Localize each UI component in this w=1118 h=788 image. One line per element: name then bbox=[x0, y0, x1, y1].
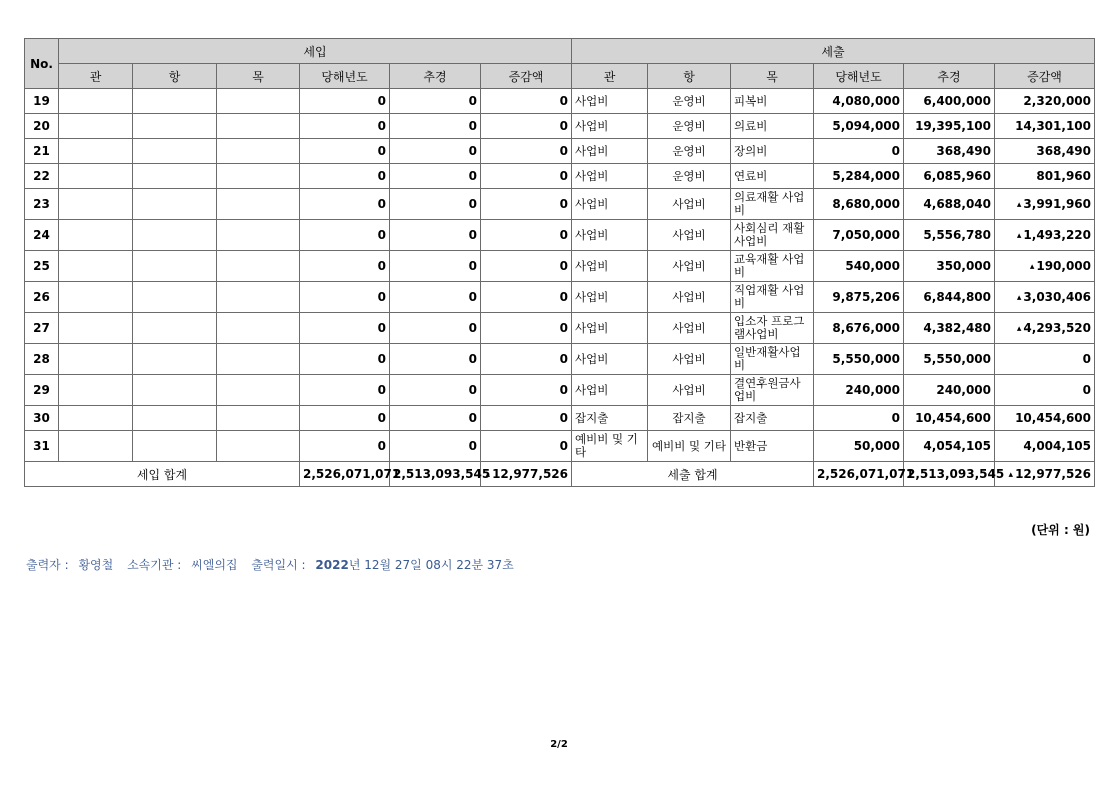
expense-current: 5,284,000 bbox=[814, 164, 904, 189]
row-number: 27 bbox=[25, 313, 59, 344]
expense-hang: 사업비 bbox=[648, 375, 731, 406]
income-mok bbox=[217, 313, 300, 344]
expense-current: 0 bbox=[814, 139, 904, 164]
income-hang bbox=[133, 406, 217, 431]
table-row bbox=[25, 344, 1095, 375]
change-value: 10,454,600 bbox=[1015, 411, 1091, 425]
decrease-marker: ▴ 12,977,526 bbox=[1009, 467, 1091, 481]
income-change: 0 bbox=[481, 189, 572, 220]
expense-hang: 운영비 bbox=[648, 89, 731, 114]
expense-hang: 잡지출 bbox=[648, 406, 731, 431]
header-income-gwan: 관 bbox=[59, 64, 133, 89]
expense-hang: 운영비 bbox=[648, 114, 731, 139]
expense-mok: 입소자 프로그램사업비 bbox=[731, 313, 814, 344]
expense-change bbox=[995, 251, 1095, 282]
expense-change bbox=[995, 344, 1095, 375]
expense-hang: 사업비 bbox=[648, 189, 731, 220]
income-supplementary: 0 bbox=[390, 189, 481, 220]
expense-supplementary: 4,688,040 bbox=[904, 189, 995, 220]
expense-mok: 결연후원금사업비 bbox=[731, 375, 814, 406]
income-change: 0 bbox=[481, 220, 572, 251]
print-year: 2022 bbox=[315, 558, 349, 572]
expense-current: 240,000 bbox=[814, 375, 904, 406]
change-value: 801,960 bbox=[1036, 169, 1091, 183]
header-expense-hang: 항 bbox=[648, 64, 731, 89]
expense-current: 8,676,000 bbox=[814, 313, 904, 344]
change-value: 2,320,000 bbox=[1023, 94, 1091, 108]
expense-change bbox=[995, 89, 1095, 114]
decrease-marker: ▴ 3,030,406 bbox=[1017, 290, 1091, 304]
expense-total-change bbox=[995, 462, 1095, 487]
expense-change bbox=[995, 220, 1095, 251]
expense-hang: 운영비 bbox=[648, 164, 731, 189]
table-row bbox=[25, 164, 1095, 189]
income-mok bbox=[217, 431, 300, 462]
expense-hang: 사업비 bbox=[648, 251, 731, 282]
expense-current: 8,680,000 bbox=[814, 189, 904, 220]
table-row bbox=[25, 251, 1095, 282]
expense-supplementary: 19,395,100 bbox=[904, 114, 995, 139]
expense-change bbox=[995, 164, 1095, 189]
expense-gwan: 사업비 bbox=[572, 189, 648, 220]
income-current: 0 bbox=[300, 375, 390, 406]
expense-gwan: 사업비 bbox=[572, 139, 648, 164]
income-supplementary: 0 bbox=[390, 406, 481, 431]
income-supplementary: 0 bbox=[390, 313, 481, 344]
printer-label: 출력자 : bbox=[26, 558, 69, 572]
income-gwan bbox=[59, 313, 133, 344]
expense-mok: 교육재활 사업비 bbox=[731, 251, 814, 282]
income-mok bbox=[217, 139, 300, 164]
expense-change bbox=[995, 282, 1095, 313]
income-current: 0 bbox=[300, 139, 390, 164]
income-hang bbox=[133, 282, 217, 313]
row-number: 24 bbox=[25, 220, 59, 251]
expense-gwan: 사업비 bbox=[572, 313, 648, 344]
header-income-change: 증감액 bbox=[481, 64, 572, 89]
row-number: 25 bbox=[25, 251, 59, 282]
expense-total-supplementary: 2,513,093,545 bbox=[904, 462, 995, 487]
income-change: 0 bbox=[481, 313, 572, 344]
print-time: 년 12월 27일 08시 22분 37초 bbox=[348, 558, 514, 572]
expense-hang: 사업비 bbox=[648, 282, 731, 313]
expense-mok: 연료비 bbox=[731, 164, 814, 189]
header-income-mok: 목 bbox=[217, 64, 300, 89]
decrease-marker: ▴ 190,000 bbox=[1030, 259, 1091, 273]
expense-hang: 사업비 bbox=[648, 344, 731, 375]
expense-current: 50,000 bbox=[814, 431, 904, 462]
change-value: 14,301,100 bbox=[1015, 119, 1091, 133]
income-supplementary: 0 bbox=[390, 139, 481, 164]
expense-supplementary: 6,400,000 bbox=[904, 89, 995, 114]
income-current: 0 bbox=[300, 431, 390, 462]
income-gwan bbox=[59, 189, 133, 220]
income-supplementary: 0 bbox=[390, 344, 481, 375]
income-hang bbox=[133, 89, 217, 114]
org-label: 소속기관 : bbox=[127, 558, 182, 572]
expense-supplementary: 10,454,600 bbox=[904, 406, 995, 431]
expense-change bbox=[995, 114, 1095, 139]
income-gwan bbox=[59, 406, 133, 431]
row-number: 28 bbox=[25, 344, 59, 375]
income-change: 0 bbox=[481, 282, 572, 313]
header-expense-supplementary: 추경 bbox=[904, 64, 995, 89]
expense-change bbox=[995, 375, 1095, 406]
expense-gwan: 사업비 bbox=[572, 282, 648, 313]
income-change: 0 bbox=[481, 431, 572, 462]
decrease-marker: ▴ 4,293,520 bbox=[1017, 321, 1091, 335]
income-current: 0 bbox=[300, 282, 390, 313]
income-mok bbox=[217, 189, 300, 220]
expense-gwan: 사업비 bbox=[572, 251, 648, 282]
header-expense: 세출 bbox=[572, 39, 1095, 64]
change-value: 0 bbox=[1082, 352, 1091, 366]
income-gwan bbox=[59, 251, 133, 282]
income-mok bbox=[217, 89, 300, 114]
income-hang bbox=[133, 220, 217, 251]
unit-label: (단위 : 원) bbox=[1031, 523, 1090, 537]
income-change: 0 bbox=[481, 406, 572, 431]
decrease-marker: ▴ 1,493,220 bbox=[1017, 228, 1091, 242]
header-income-current: 당해년도 bbox=[300, 64, 390, 89]
row-number: 19 bbox=[25, 89, 59, 114]
income-gwan bbox=[59, 114, 133, 139]
expense-mok: 피복비 bbox=[731, 89, 814, 114]
expense-mok: 잡지출 bbox=[731, 406, 814, 431]
total-row bbox=[25, 462, 1095, 487]
expense-mok: 의료재활 사업비 bbox=[731, 189, 814, 220]
income-hang bbox=[133, 114, 217, 139]
income-current: 0 bbox=[300, 164, 390, 189]
income-supplementary: 0 bbox=[390, 220, 481, 251]
income-current: 0 bbox=[300, 251, 390, 282]
expense-supplementary: 350,000 bbox=[904, 251, 995, 282]
expense-change bbox=[995, 139, 1095, 164]
income-hang bbox=[133, 375, 217, 406]
expense-gwan: 사업비 bbox=[572, 220, 648, 251]
expense-total-current: 2,526,071,071 bbox=[814, 462, 904, 487]
income-mok bbox=[217, 344, 300, 375]
income-total-label: 세입 합계 bbox=[25, 462, 300, 487]
income-hang bbox=[133, 313, 217, 344]
income-mok bbox=[217, 406, 300, 431]
row-number: 22 bbox=[25, 164, 59, 189]
income-change: 0 bbox=[481, 164, 572, 189]
table-row bbox=[25, 139, 1095, 164]
expense-gwan: 잡지출 bbox=[572, 406, 648, 431]
expense-current: 4,080,000 bbox=[814, 89, 904, 114]
income-current: 0 bbox=[300, 220, 390, 251]
expense-supplementary: 240,000 bbox=[904, 375, 995, 406]
expense-hang: 사업비 bbox=[648, 220, 731, 251]
income-hang bbox=[133, 189, 217, 220]
income-gwan bbox=[59, 139, 133, 164]
expense-supplementary: 6,844,800 bbox=[904, 282, 995, 313]
expense-supplementary: 5,556,780 bbox=[904, 220, 995, 251]
expense-supplementary: 4,382,480 bbox=[904, 313, 995, 344]
expense-supplementary: 368,490 bbox=[904, 139, 995, 164]
row-number: 20 bbox=[25, 114, 59, 139]
income-mok bbox=[217, 251, 300, 282]
income-current: 0 bbox=[300, 406, 390, 431]
income-gwan bbox=[59, 220, 133, 251]
income-gwan bbox=[59, 89, 133, 114]
table-row bbox=[25, 282, 1095, 313]
expense-gwan: 사업비 bbox=[572, 89, 648, 114]
expense-mok: 반환금 bbox=[731, 431, 814, 462]
table-row bbox=[25, 114, 1095, 139]
header-expense-gwan: 관 bbox=[572, 64, 648, 89]
header-income-supplementary: 추경 bbox=[390, 64, 481, 89]
expense-mok: 일반재활사업비 bbox=[731, 344, 814, 375]
table-row bbox=[25, 220, 1095, 251]
income-current: 0 bbox=[300, 189, 390, 220]
header-expense-current: 당해년도 bbox=[814, 64, 904, 89]
income-total-supplementary: 2,513,093,545 bbox=[390, 462, 481, 487]
income-total-change bbox=[481, 462, 572, 487]
header-expense-change: 증감액 bbox=[995, 64, 1095, 89]
income-hang bbox=[133, 431, 217, 462]
income-gwan bbox=[59, 282, 133, 313]
income-current: 0 bbox=[300, 313, 390, 344]
table-row bbox=[25, 406, 1095, 431]
income-total-current: 2,526,071,071 bbox=[300, 462, 390, 487]
expense-change bbox=[995, 313, 1095, 344]
expense-supplementary: 4,054,105 bbox=[904, 431, 995, 462]
income-current: 0 bbox=[300, 114, 390, 139]
change-value: 368,490 bbox=[1036, 144, 1091, 158]
income-supplementary: 0 bbox=[390, 164, 481, 189]
change-value: 4,004,105 bbox=[1023, 439, 1091, 453]
expense-gwan: 예비비 및 기타 bbox=[572, 431, 648, 462]
table-row bbox=[25, 431, 1095, 462]
table-row bbox=[25, 313, 1095, 344]
expense-mok: 직업재활 사업비 bbox=[731, 282, 814, 313]
page-number: 2/2 bbox=[550, 739, 568, 750]
income-change: 0 bbox=[481, 139, 572, 164]
income-hang bbox=[133, 139, 217, 164]
header-income-hang: 항 bbox=[133, 64, 217, 89]
row-number: 31 bbox=[25, 431, 59, 462]
income-supplementary: 0 bbox=[390, 431, 481, 462]
income-gwan bbox=[59, 164, 133, 189]
expense-total-label: 세출 합계 bbox=[572, 462, 814, 487]
income-gwan bbox=[59, 431, 133, 462]
table-row bbox=[25, 375, 1095, 406]
change-value: 0 bbox=[1082, 383, 1091, 397]
income-current: 0 bbox=[300, 89, 390, 114]
header-no: No. bbox=[25, 39, 59, 89]
table-row bbox=[25, 89, 1095, 114]
expense-mok: 사회심리 재활사업비 bbox=[731, 220, 814, 251]
row-number: 26 bbox=[25, 282, 59, 313]
expense-supplementary: 6,085,960 bbox=[904, 164, 995, 189]
income-supplementary: 0 bbox=[390, 89, 481, 114]
row-number: 23 bbox=[25, 189, 59, 220]
income-change: 0 bbox=[481, 89, 572, 114]
income-change: 0 bbox=[481, 251, 572, 282]
row-number: 29 bbox=[25, 375, 59, 406]
expense-current: 5,094,000 bbox=[814, 114, 904, 139]
income-change: 0 bbox=[481, 344, 572, 375]
expense-supplementary: 5,550,000 bbox=[904, 344, 995, 375]
expense-change bbox=[995, 189, 1095, 220]
table-row bbox=[25, 189, 1095, 220]
row-number: 30 bbox=[25, 406, 59, 431]
income-supplementary: 0 bbox=[390, 251, 481, 282]
expense-gwan: 사업비 bbox=[572, 344, 648, 375]
budget-table bbox=[24, 38, 1095, 487]
income-gwan bbox=[59, 375, 133, 406]
expense-current: 5,550,000 bbox=[814, 344, 904, 375]
income-mok bbox=[217, 164, 300, 189]
decrease-marker: ▴ 12,977,526 bbox=[486, 467, 568, 481]
expense-hang: 운영비 bbox=[648, 139, 731, 164]
income-hang bbox=[133, 251, 217, 282]
income-hang bbox=[133, 344, 217, 375]
printer-name: 황영철 bbox=[78, 558, 114, 572]
expense-current: 0 bbox=[814, 406, 904, 431]
header-income: 세입 bbox=[59, 39, 572, 64]
income-supplementary: 0 bbox=[390, 114, 481, 139]
expense-current: 7,050,000 bbox=[814, 220, 904, 251]
expense-change bbox=[995, 406, 1095, 431]
income-gwan bbox=[59, 344, 133, 375]
expense-gwan: 사업비 bbox=[572, 114, 648, 139]
expense-current: 540,000 bbox=[814, 251, 904, 282]
expense-mok: 장의비 bbox=[731, 139, 814, 164]
income-supplementary: 0 bbox=[390, 375, 481, 406]
income-current: 0 bbox=[300, 344, 390, 375]
time-label: 출력일시 : bbox=[251, 558, 306, 572]
income-mok bbox=[217, 220, 300, 251]
income-mok bbox=[217, 282, 300, 313]
income-change: 0 bbox=[481, 375, 572, 406]
expense-hang: 사업비 bbox=[648, 313, 731, 344]
income-mok bbox=[217, 114, 300, 139]
expense-hang: 예비비 및 기타 bbox=[648, 431, 731, 462]
header-expense-mok: 목 bbox=[731, 64, 814, 89]
expense-current: 9,875,206 bbox=[814, 282, 904, 313]
expense-gwan: 사업비 bbox=[572, 375, 648, 406]
income-mok bbox=[217, 375, 300, 406]
income-supplementary: 0 bbox=[390, 282, 481, 313]
table-body bbox=[25, 89, 1095, 462]
expense-change bbox=[995, 431, 1095, 462]
org-name: 씨엘의집 bbox=[191, 558, 238, 572]
income-hang bbox=[133, 164, 217, 189]
decrease-marker: ▴ 3,991,960 bbox=[1017, 197, 1091, 211]
print-footer bbox=[26, 556, 520, 573]
income-change: 0 bbox=[481, 114, 572, 139]
row-number: 21 bbox=[25, 139, 59, 164]
expense-gwan: 사업비 bbox=[572, 164, 648, 189]
expense-mok: 의료비 bbox=[731, 114, 814, 139]
